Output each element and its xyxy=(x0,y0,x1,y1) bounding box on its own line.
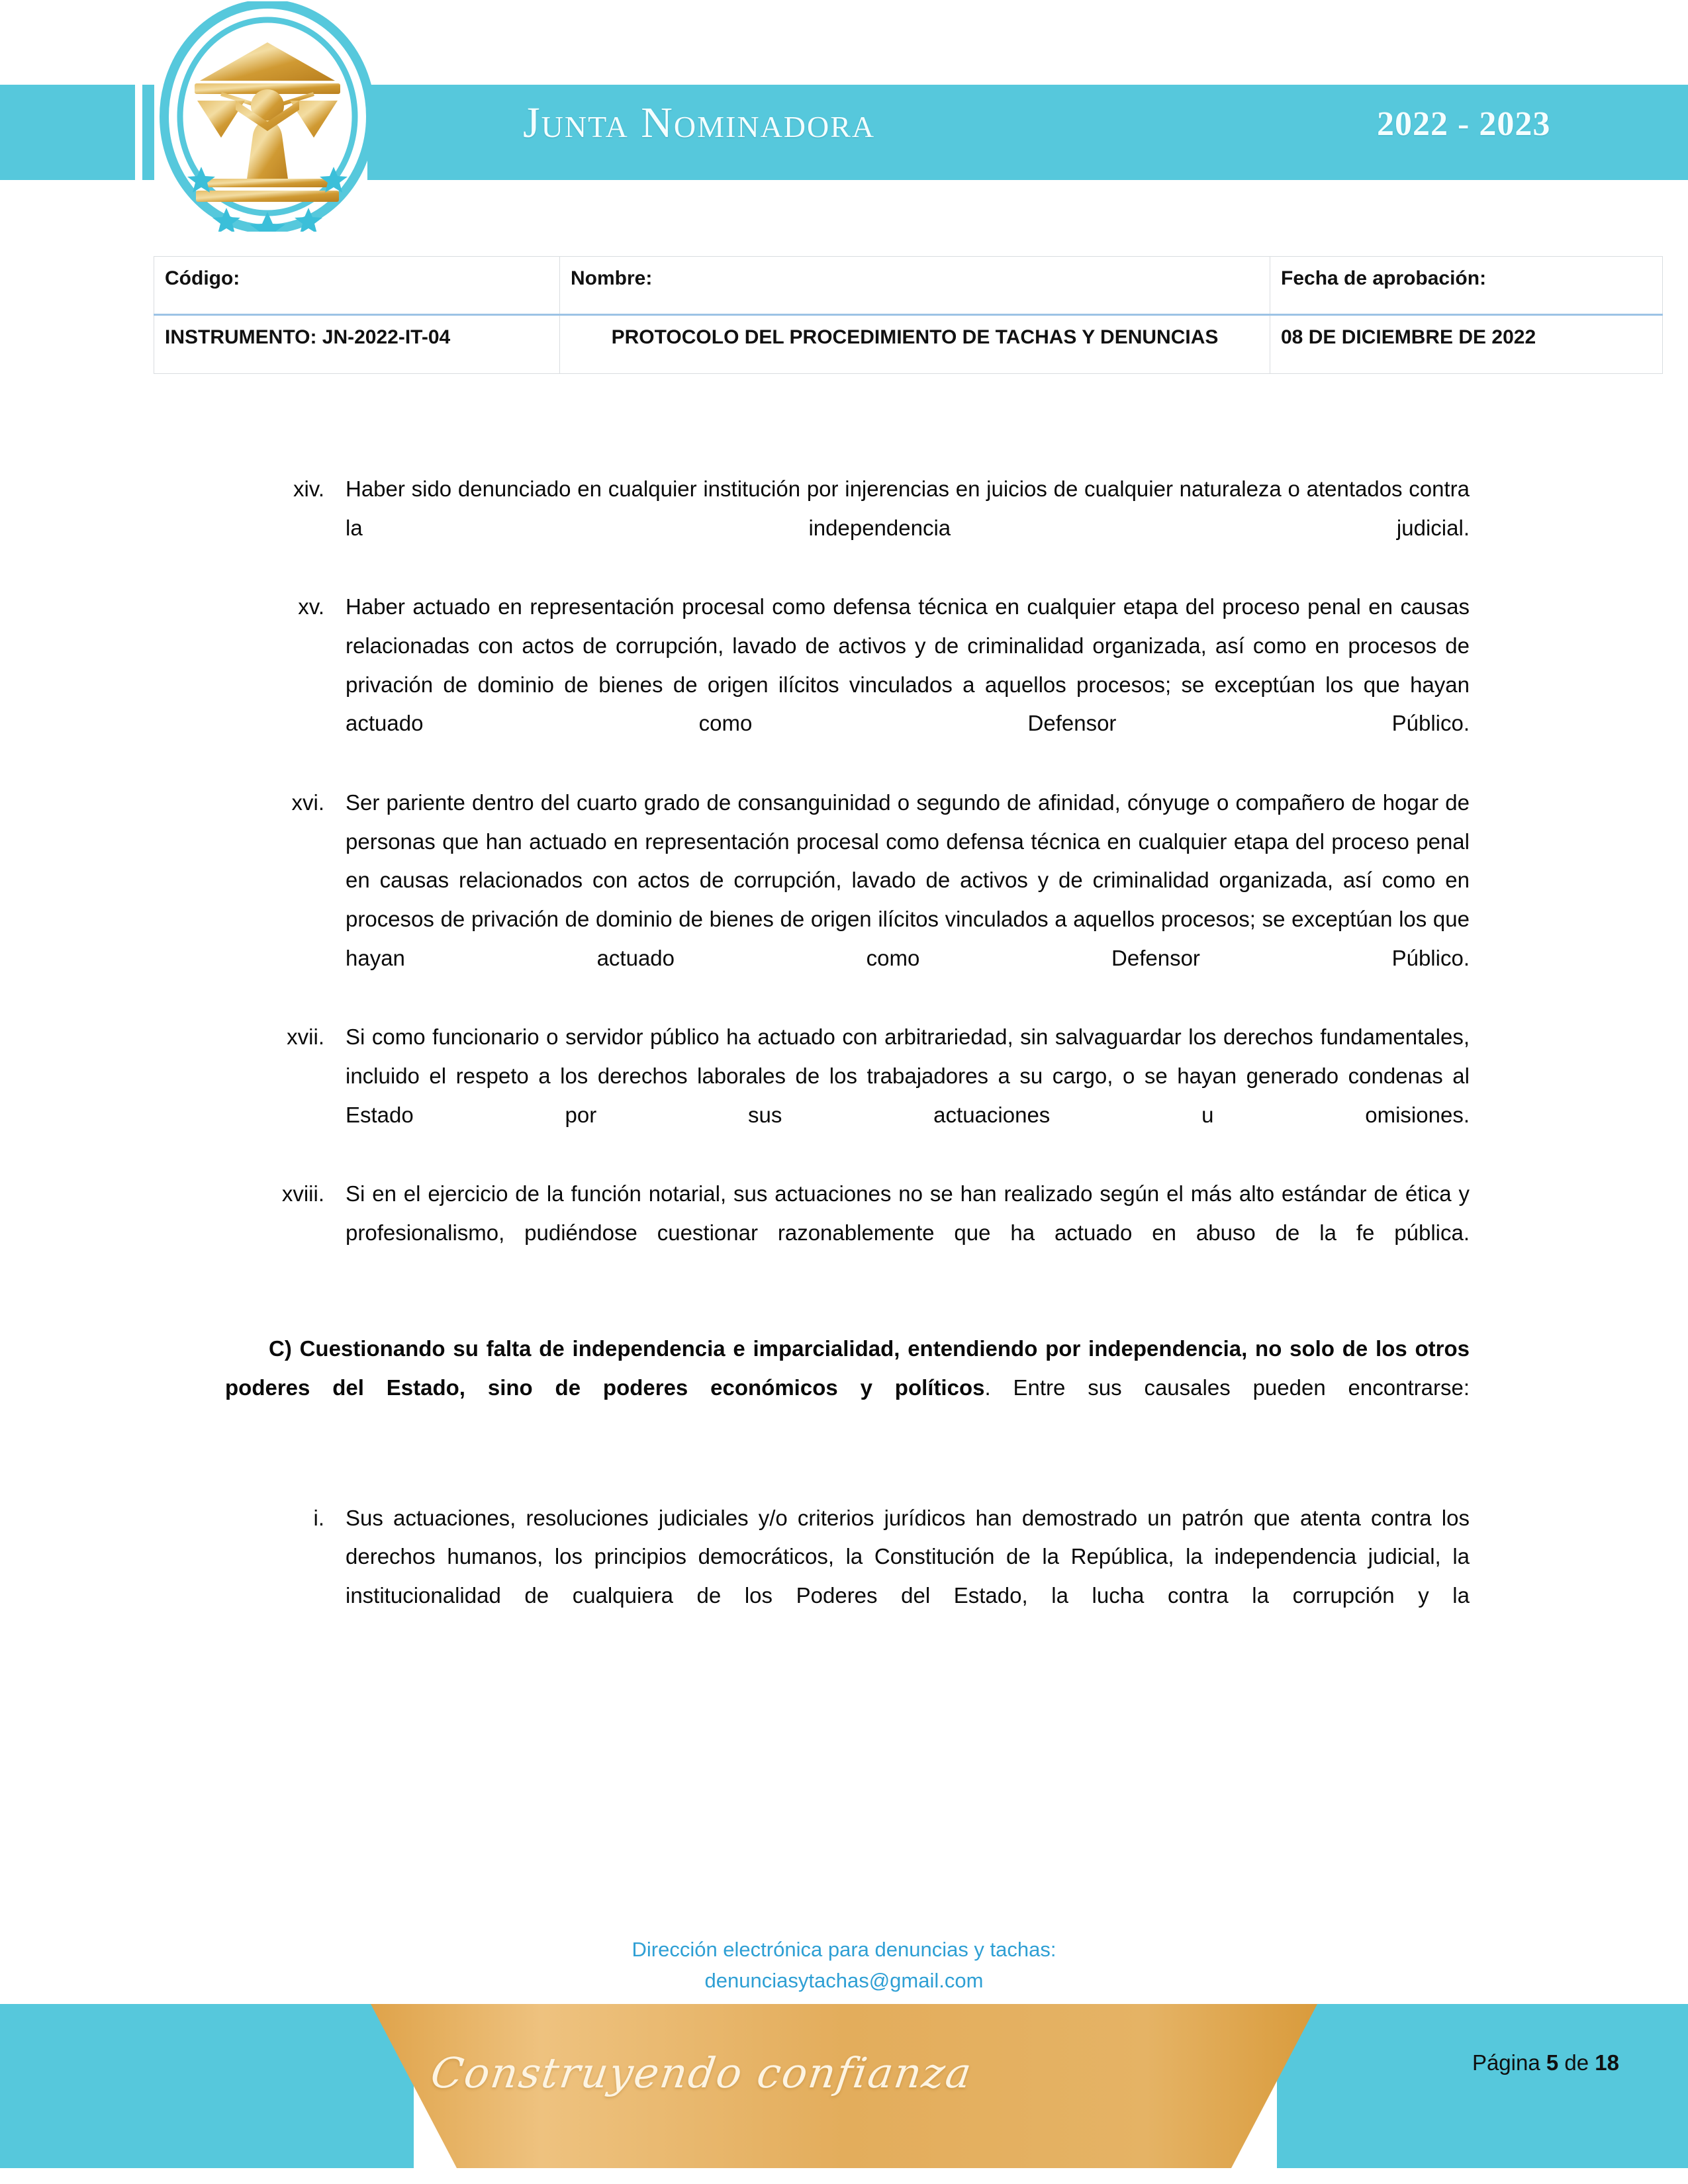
list-item-text: Si en el ejercicio de la función notarial, sus actuaciones no se han realizado según el más alto estándar de ética y profesionalismo, pudiéndose cuestionar razonablemente que ha actuado en abuso de la fe pública. xyxy=(346,1181,1470,1245)
list-item-text: Haber sido denunciado en cualquier institución por injerencias en juicios de cualquier naturaleza o atentados contra la independencia judicial. xyxy=(346,477,1470,540)
table-value-nombre: PROTOCOLO DEL PROCEDIMIENTO DE TACHAS Y DENUNCIAS xyxy=(560,315,1270,373)
list-item xyxy=(225,784,1470,1017)
section-c-paragraph xyxy=(225,1330,1470,1446)
table-value-fecha: 08 DE DICIEMBRE DE 2022 xyxy=(1270,315,1663,373)
footer-contact-label: Dirección electrónica para denuncias y tachas: xyxy=(632,1938,1056,1961)
page-number-middle: de xyxy=(1558,2050,1595,2075)
page-header xyxy=(0,0,1688,199)
header-band-divider xyxy=(142,85,154,180)
list-item-text: Si como funcionario o servidor público ha actuado con arbitrariedad, sin salvaguardar los derechos fundamentales, incluido el respeto a los derechos laborales de los trabajadores a su cargo, o se hayan generado condenas al Estado por sus actuaciones u omisiones. xyxy=(346,1024,1470,1127)
scales-of-justice-emblem xyxy=(158,1,377,232)
list-item xyxy=(225,1018,1470,1173)
footer-slogan: Construyendo confianza xyxy=(428,2049,976,2097)
header-band-left xyxy=(0,85,135,180)
brand-title: Junta Nominadora xyxy=(523,99,876,147)
table-header-nombre: Nombre: xyxy=(560,257,1270,315)
list-item-text: Haber actuado en representación procesal como defensa técnica en cualquier etapa del proceso penal en causas relacionadas con actos de corrupción, lavado de activos y de criminalidad organizada, así como en procesos de privación de dominio de bienes de origen ilícitos vinculados a aquellos procesos; se exceptúan los que hayan actuado como Defensor Público. xyxy=(346,594,1470,736)
list-item-text: Sus actuaciones, resoluciones judiciales y/o criterios jurídicos han demostrado un patrón que atenta contra los derechos humanos, los principios democráticos, la Constitución de la República, la independencia judicial, la institucionalidad de cualquiera de los Poderes del Estado, la lucha contra la corrupción y la xyxy=(346,1505,1470,1608)
table-header-fecha: Fecha de aprobación: xyxy=(1270,257,1663,315)
page-footer xyxy=(0,1919,1688,2184)
table-row-values xyxy=(154,315,1663,373)
document-info-table xyxy=(154,256,1663,374)
footer-contact-block xyxy=(0,1934,1688,1996)
table-row-headers xyxy=(154,257,1663,315)
list-item-text: Ser pariente dentro del cuarto grado de consanguinidad o segundo de afinidad, cónyuge o compañero de hogar de personas que han actuado en representación procesal como defensa técnica en cualquier etapa del proceso penal en causas relacionados con actos de corrupción, lavado de activos y de criminalidad organizada, así como en procesos de privación de dominio de bienes de origen ilícitos vinculados a aquellos procesos; se exceptúan los que hayan actuado como Defensor Público. xyxy=(346,790,1470,970)
table-value-codigo: INSTRUMENTO: JN-2022-IT-04 xyxy=(154,315,560,373)
list-item-marker: xv. xyxy=(298,594,324,619)
spacer xyxy=(225,1469,1470,1499)
page-number xyxy=(1472,2050,1619,2075)
section-c-rest: . Entre sus causales pueden encontrarse: xyxy=(984,1375,1470,1400)
page-number-current: 5 xyxy=(1546,2050,1559,2075)
list-item-marker: xviii. xyxy=(281,1181,324,1206)
document-body xyxy=(225,470,1470,1656)
page-number-prefix: Página xyxy=(1472,2050,1546,2075)
page-number-total: 18 xyxy=(1595,2050,1619,2075)
table-header-codigo: Código: xyxy=(154,257,560,315)
brand-years: 2022 - 2023 xyxy=(1377,105,1551,143)
section-c-bold: C) Cuestionando su falta de independencia e imparcialidad, entendiendo por independencia, no solo de los otros poderes del Estado, sino de poderes económicos y políticos xyxy=(225,1336,1470,1400)
list-item-marker: xiv. xyxy=(293,477,324,501)
list-item-marker: xvii. xyxy=(287,1024,324,1050)
list-item-marker: i. xyxy=(313,1505,324,1530)
list-item xyxy=(225,1499,1470,1655)
list-item xyxy=(225,588,1470,782)
list-item xyxy=(225,470,1470,586)
footer-contact-email[interactable]: denunciasytachas@gmail.com xyxy=(704,1969,984,1993)
list-item-marker: xvi. xyxy=(291,790,324,815)
list-item xyxy=(225,1175,1470,1291)
